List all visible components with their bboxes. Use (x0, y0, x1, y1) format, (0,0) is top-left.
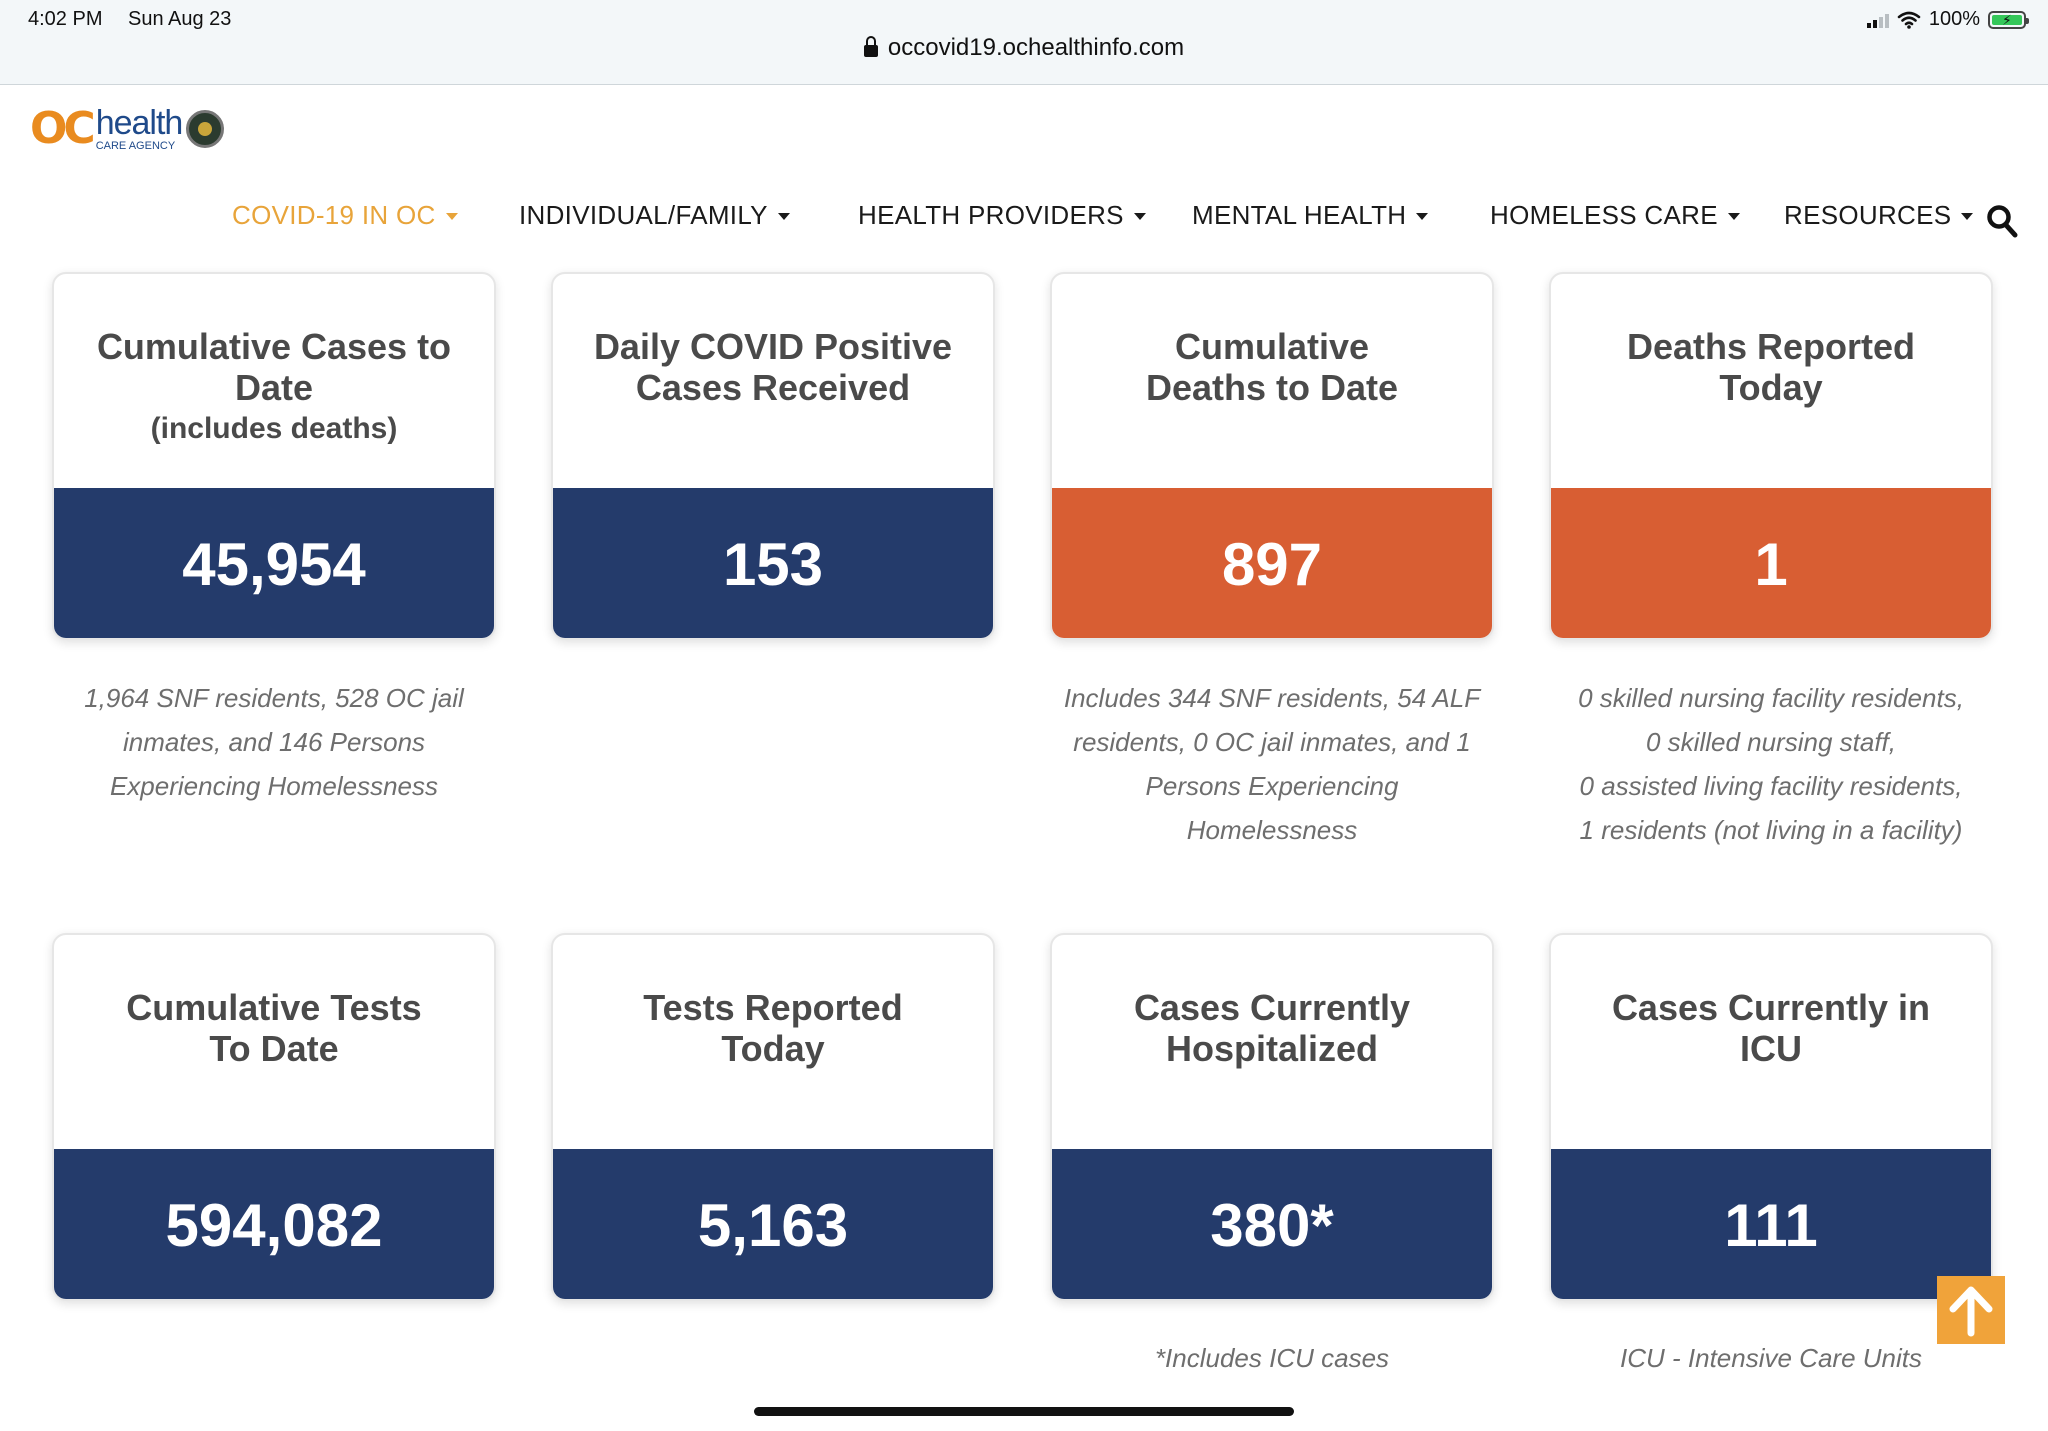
home-indicator[interactable] (754, 1407, 1294, 1416)
chevron-down-icon (1728, 213, 1740, 220)
nav-label: INDIVIDUAL/FAMILY (519, 200, 768, 230)
status-indicators (1867, 8, 2026, 31)
site-logo[interactable] (30, 104, 224, 154)
nav-label: COVID-19 IN OC (232, 200, 436, 230)
card-note-icu: ICU - Intensive Care Units (1620, 1343, 1922, 1373)
chevron-down-icon (446, 213, 458, 220)
status-date: Sun Aug 23 (128, 8, 232, 30)
card-title: Cases Currently Hospitalized (1133, 987, 1411, 1069)
battery-percent: 100% (1928, 8, 1980, 30)
nav-item-health-providers[interactable] (858, 200, 1146, 231)
status-bar (0, 0, 2048, 85)
card-subtitle: (includes deaths) (150, 412, 398, 445)
arrow-up-icon (1946, 1283, 1996, 1337)
battery-icon: ⚡ (1988, 11, 2026, 29)
chevron-down-icon (1961, 213, 1973, 220)
county-seal-icon (186, 110, 224, 148)
card-value: 897 (1052, 488, 1492, 640)
stat-card-cumulative-deaths (1050, 272, 1494, 640)
card-note-deaths-today: 0 skilled nursing facility residents, 0 skilled nursing staff, 0 assisted living facility residents, 1 residents (not living in a facility) (1578, 683, 1964, 845)
nav-label: RESOURCES (1784, 200, 1952, 230)
stat-card-cumulative-tests (52, 933, 496, 1301)
url-text: occovid19.ochealthinfo.com (887, 34, 1185, 61)
stat-card-tests-today (551, 933, 995, 1301)
stat-card-deaths-today (1549, 272, 1993, 640)
card-title: Tests Reported Today (643, 987, 903, 1069)
stat-card-cumulative-cases (52, 272, 496, 640)
nav-item-mental-health[interactable] (1192, 200, 1428, 231)
scroll-to-top-button[interactable] (1937, 1276, 2005, 1344)
search-icon[interactable] (1986, 204, 2018, 238)
chevron-down-icon (1134, 213, 1146, 220)
chevron-down-icon (778, 213, 790, 220)
address-bar[interactable] (0, 34, 2048, 62)
logo-health-text: health (95, 104, 183, 142)
card-value: 594,082 (54, 1149, 494, 1301)
stat-card-daily-positive-cases (551, 272, 995, 640)
card-title: Cumulative Tests To Date (126, 987, 422, 1069)
card-title: Cases Currently in ICU (1611, 987, 1931, 1069)
card-title: Daily COVID Positive Cases Received (593, 326, 953, 408)
card-note-cumulative-deaths: Includes 344 SNF residents, 54 ALF residents, 0 OC jail inmates, and 1 Persons Experiencing Homelessness (1063, 683, 1481, 845)
nav-item-homeless-care[interactable] (1490, 200, 1740, 231)
signal-icon (1867, 12, 1889, 28)
nav-label: MENTAL HEALTH (1192, 200, 1407, 230)
chevron-down-icon (1416, 213, 1428, 220)
card-value: 153 (553, 488, 993, 640)
status-time: 4:02 PM (28, 8, 103, 30)
nav-item-individual-family[interactable] (519, 200, 790, 231)
stat-card-hospitalized (1050, 933, 1494, 1301)
card-value: 5,163 (553, 1149, 993, 1301)
card-title: Cumulative Deaths to Date (1145, 326, 1399, 408)
card-value: 45,954 (54, 488, 494, 640)
main-nav (0, 200, 2048, 240)
card-note-cumulative-cases: 1,964 SNF residents, 528 OC jail inmates, and 146 Persons Experiencing Homelessness (84, 683, 464, 801)
lock-icon (864, 45, 878, 57)
card-value: 380* (1052, 1149, 1492, 1301)
stat-card-icu (1549, 933, 1993, 1301)
logo-wordmark (96, 106, 183, 152)
nav-label: HOMELESS CARE (1490, 200, 1718, 230)
logo-oc-mark: OC (30, 103, 92, 154)
nav-item-resources[interactable] (1784, 200, 1973, 231)
nav-label: HEALTH PROVIDERS (858, 200, 1124, 230)
card-note-hospitalized: *Includes ICU cases (1154, 1343, 1390, 1373)
card-value: 1 (1551, 488, 1991, 640)
wifi-icon (1897, 11, 1921, 29)
card-title: Deaths Reported Today (1626, 326, 1916, 408)
card-title: Cumulative Cases to Date (includes deaths) (66, 326, 482, 449)
card-value: 111 (1551, 1149, 1991, 1301)
nav-item-covid-19-in-oc[interactable] (232, 200, 458, 231)
logo-subtitle: CARE AGENCY (95, 140, 176, 152)
